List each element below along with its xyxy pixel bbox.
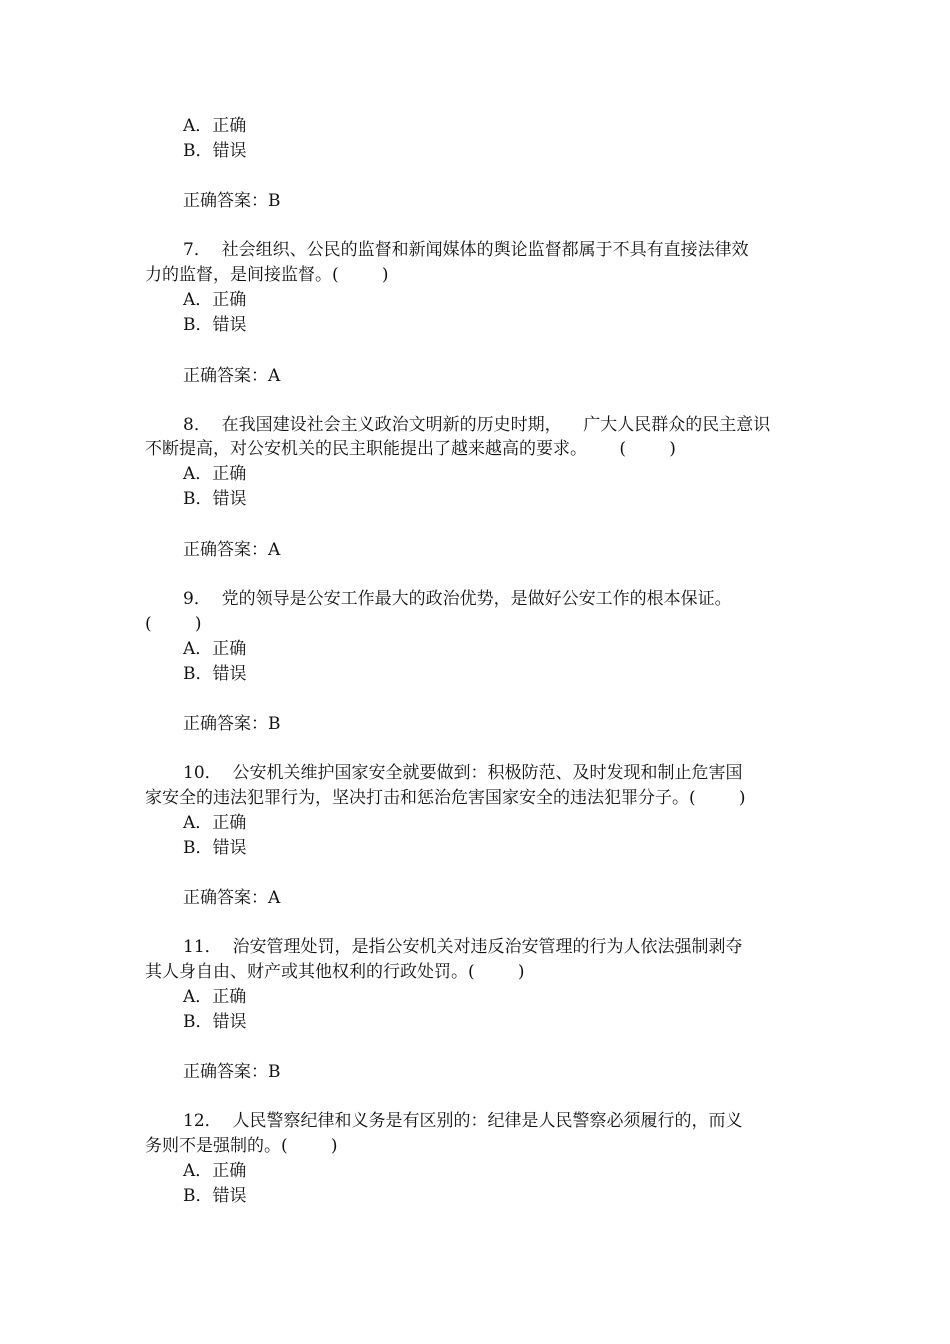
answer-prefix: 正确答案： bbox=[183, 1062, 268, 1082]
question-8-line1: 8． 在我国建设社会主义政治文明新的历史时期， 广大人民群众的民主意识 bbox=[183, 415, 771, 435]
answer-value: B bbox=[268, 714, 281, 734]
answer-line bbox=[183, 886, 280, 910]
answer-value: A bbox=[268, 366, 281, 386]
question-9-line1: 9． 党的领导是公安工作最大的政治优势，是做好公安工作的根本保证。 bbox=[183, 589, 732, 609]
option-a: A．正确 bbox=[183, 116, 247, 136]
question-7-line2: 力的监督，是间接监督。( ) bbox=[145, 265, 389, 285]
option-b: B．错误 bbox=[183, 489, 247, 509]
option-b: B．错误 bbox=[183, 1186, 247, 1206]
option-a: A．正确 bbox=[183, 987, 247, 1007]
answer-line bbox=[183, 538, 280, 562]
answer-line bbox=[183, 189, 281, 213]
option-a: A．正确 bbox=[183, 464, 247, 484]
option-b: B．错误 bbox=[183, 838, 247, 858]
option-b: B．错误 bbox=[183, 315, 247, 335]
question-11-line1: 11． 治安管理处罚，是指公安机关对违反治安管理的行为人依法强制剥夺 bbox=[183, 937, 743, 957]
answer-line bbox=[183, 364, 280, 388]
option-a: A．正确 bbox=[183, 813, 247, 833]
answer-line bbox=[183, 1060, 281, 1084]
option-a: A．正确 bbox=[183, 1161, 247, 1181]
option-a: A．正确 bbox=[183, 639, 247, 659]
answer-value: B bbox=[268, 1062, 281, 1082]
answer-prefix: 正确答案： bbox=[183, 191, 268, 211]
question-10-line2: 家安全的违法犯罪行为，坚决打击和惩治危害国家安全的违法犯罪分子。( ) bbox=[145, 788, 746, 808]
question-9-line2: ( ) bbox=[145, 614, 202, 634]
answer-value: A bbox=[268, 888, 281, 908]
option-a: A．正确 bbox=[183, 290, 247, 310]
answer-prefix: 正确答案： bbox=[183, 714, 268, 734]
question-10-line1: 10． 公安机关维护国家安全就要做到：积极防范、及时发现和制止危害国 bbox=[183, 763, 743, 783]
question-7-line1: 7． 社会组织、公民的监督和新闻媒体的舆论监督都属于不具有直接法律效 bbox=[183, 240, 749, 260]
answer-value: B bbox=[268, 191, 281, 211]
question-8-line2: 不断提高，对公安机关的民主职能提出了越来越高的要求。 ( ) bbox=[145, 439, 676, 459]
option-b: B．错误 bbox=[183, 664, 247, 684]
question-11-line2: 其人身自由、财产或其他权利的行政处罚。( ) bbox=[145, 962, 525, 982]
option-b: B．错误 bbox=[183, 141, 247, 161]
answer-prefix: 正确答案： bbox=[183, 366, 268, 386]
answer-prefix: 正确答案： bbox=[183, 888, 268, 908]
option-b: B．错误 bbox=[183, 1012, 247, 1032]
answer-line bbox=[183, 712, 281, 736]
answer-prefix: 正确答案： bbox=[183, 540, 268, 560]
question-12-line1: 12． 人民警察纪律和义务是有区别的：纪律是人民警察必须履行的，而义 bbox=[183, 1111, 743, 1131]
answer-value: A bbox=[268, 540, 281, 560]
question-12-line2: 务则不是强制的。( ) bbox=[145, 1136, 338, 1156]
